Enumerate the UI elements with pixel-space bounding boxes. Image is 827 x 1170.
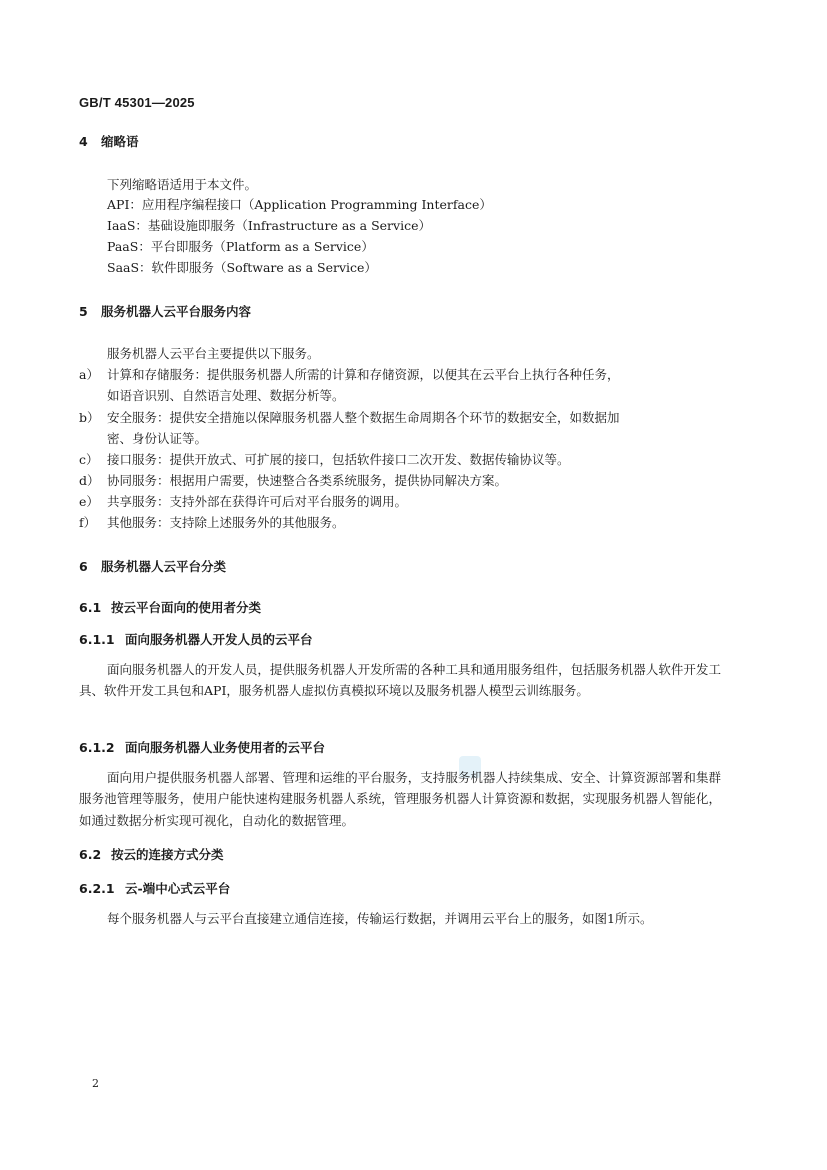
section-5-intro: 服务机器人云平台主要提供以下服务。 [107, 346, 320, 361]
section-title: 面向服务机器人开发人员的云平台 [125, 632, 313, 647]
section-title: 云-端中心式云平台 [125, 881, 231, 896]
list-item-text: 计算和存储服务：提供服务机器人所需的计算和存储资源，以便其在云平台上执行各种任务， [107, 367, 620, 382]
list-marker: e） [79, 494, 99, 509]
list-marker: f） [79, 515, 97, 530]
list-item-text: 共享服务：支持外部在获得许可后对平台服务的调用。 [107, 494, 408, 509]
abbreviation-saas: SaaS：软件即服务（Software as a Service） [107, 260, 377, 275]
section-4-intro: 下列缩略语适用于本文件。 [107, 177, 258, 192]
section-number: 4 [79, 134, 88, 149]
list-item-text: 其他服务：支持除上述服务外的其他服务。 [107, 515, 345, 530]
standard-number: GB/T 45301—2025 [79, 95, 195, 110]
list-marker: d） [79, 473, 100, 488]
section-title: 按云平台面向的使用者分类 [111, 600, 262, 615]
section-6-1-heading [79, 598, 261, 616]
section-title: 服务机器人云平台服务内容 [101, 304, 252, 319]
list-item-b-continuation: 密、身份认证等。 [107, 431, 208, 446]
section-6-2-1-heading [79, 879, 230, 897]
list-item-a-continuation: 如语音识别、自然语言处理、数据分析等。 [107, 388, 345, 403]
section-5-heading [79, 302, 251, 320]
section-6-1-2-heading [79, 738, 325, 756]
abbreviation-iaas: IaaS：基础设施即服务（Infrastructure as a Service） [107, 218, 431, 233]
section-number: 6.1.2 [79, 740, 115, 755]
section-number: 6.1 [79, 600, 102, 615]
list-item-text: 协同服务：根据用户需要，快速整合各类系统服务，提供协同解决方案。 [107, 473, 508, 488]
list-item-text: 接口服务：提供开放式、可扩展的接口，包括软件接口二次开发、数据传输协议等。 [107, 452, 570, 467]
section-number: 6.2 [79, 847, 102, 862]
list-marker: a） [79, 367, 99, 382]
abbreviation-api: API：应用程序编程接口（Application Programming Interface） [107, 197, 492, 212]
section-number: 5 [79, 304, 88, 319]
list-item-text: 安全服务：提供安全措施以保障服务机器人整个数据生命周期各个环节的数据安全，如数据加 [107, 410, 620, 425]
section-6-1-1-heading [79, 630, 313, 648]
section-title: 服务机器人云平台分类 [101, 559, 227, 574]
section-title: 按云的连接方式分类 [111, 847, 224, 862]
list-marker: b） [79, 410, 100, 425]
section-title: 面向服务机器人业务使用者的云平台 [125, 740, 326, 755]
section-6-1-2-paragraph: 面向用户提供服务机器人部署、管理和运维的平台服务，支持服务机器人持续集成、安全、计算资源部署和集群服务池管理等服务，使用户能快速构建服务机器人系统，管理服务机器人计算资源和数据，实现服务机器人智能化，如通过数据分析实现可视化，自动化的数据管理。 [79, 770, 721, 828]
section-6-2-heading [79, 845, 224, 863]
section-6-1-1-paragraph: 面向服务机器人的开发人员，提供服务机器人开发所需的各种工具和通用服务组件，包括服务机器人软件开发工具、软件开发工具包和API，服务机器人虚拟仿真模拟环境以及服务机器人模型云训练服务。 [79, 662, 721, 699]
section-6-heading [79, 557, 226, 575]
abbreviation-paas: PaaS：平台即服务（Platform as a Service） [107, 239, 374, 254]
page-number: 2 [92, 1077, 99, 1090]
section-4-heading [79, 132, 139, 150]
section-title: 缩略语 [101, 134, 139, 149]
section-number: 6.2.1 [79, 881, 115, 896]
section-number: 6 [79, 559, 88, 574]
section-6-2-1-paragraph: 每个服务机器人与云平台直接建立通信连接，传输运行数据，并调用云平台上的服务，如图1所示。 [107, 911, 653, 926]
list-marker: c） [79, 452, 99, 467]
section-number: 6.1.1 [79, 632, 115, 647]
